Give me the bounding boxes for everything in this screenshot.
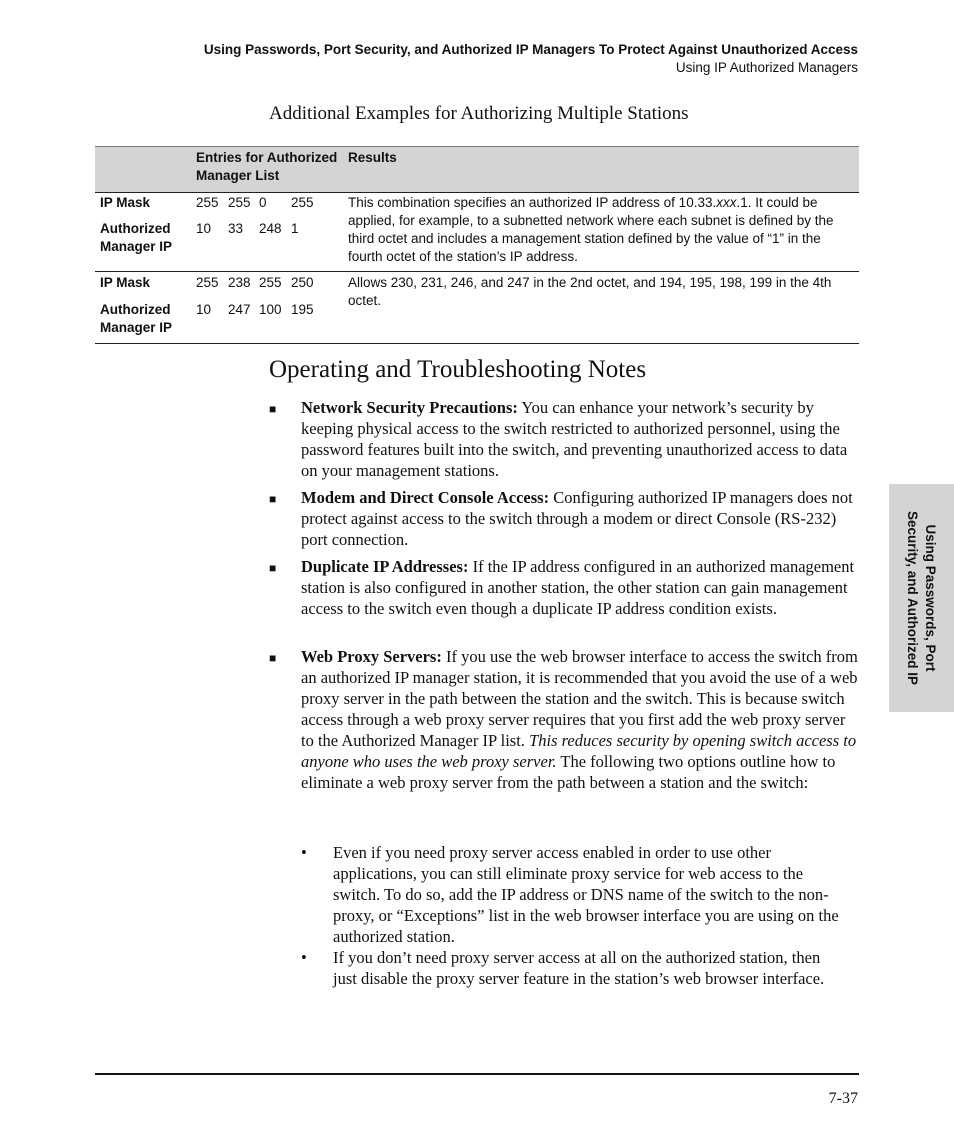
round-bullet-icon: • (301, 948, 307, 967)
section-title: Additional Examples for Authorizing Multiple Stations (269, 103, 689, 124)
bullet-italic-text: This reduces security by opening switch access to anyone who uses the web proxy server. (301, 731, 857, 771)
mask-octet: 255 (228, 195, 251, 210)
round-bullet-icon: • (301, 843, 307, 862)
table-header (95, 146, 859, 193)
examples-table (95, 146, 859, 344)
bullet-lead: Modem and Direct Console Access: (301, 488, 550, 507)
ip-label: Authorized Manager IP (100, 221, 173, 254)
mask-label: IP Mask (100, 195, 151, 210)
bullet-item (269, 397, 859, 481)
square-bullet-icon: ■ (269, 492, 277, 506)
header-section-title: Using IP Authorized Managers (675, 60, 858, 75)
bullet-lead: Duplicate IP Addresses: (301, 557, 469, 576)
result-text (348, 194, 858, 266)
side-tab-line: Using Passwords, Port (923, 524, 938, 672)
ip-octet: 100 (259, 302, 282, 317)
sub-bullet-text: Even if you need proxy server access enabled in order to use other applications, you can still eliminate proxy service for web access to the switch. To do so, add the IP address or DNS name of the switch to the non-proxy, or “Exceptions” list in the web browser interface you are using on the authorized station. (333, 843, 839, 946)
mask-octet: 255 (259, 275, 282, 290)
bullet-lead: Web Proxy Servers: (301, 647, 442, 666)
bullet-text: Configuring authorized IP managers does not protect against access to the switch through a modem or direct Console (RS-232) port connection. (301, 488, 853, 549)
ip-octet: 10 (196, 221, 212, 236)
bullet-text: You can enhance your network’s security by keeping physical access to the switch restricted to authorized personnel, using the password features built into the switch, and preventing unauthorized access to data on your management stations. (301, 398, 848, 480)
ip-label: Authorized Manager IP (100, 302, 173, 335)
ip-octet: 10 (196, 302, 212, 317)
ip-octet: 248 (259, 221, 282, 236)
bullet-item (269, 556, 859, 619)
col-header-results: Results (348, 150, 397, 165)
mask-octet: 0 (259, 195, 267, 210)
square-bullet-icon: ■ (269, 402, 277, 416)
sub-bullet-text: If you don’t need proxy server access at all on the authorized station, then just disable the proxy server feature in the station’s web browser interface. (333, 948, 825, 988)
table-row (95, 193, 859, 272)
header-chapter-title: Using Passwords, Port Security, and Authorized IP Managers To Protect Against Unauthorized Access (203, 42, 858, 57)
result-text-a: This combination specifies an authorized IP address of 10.33. (348, 195, 717, 210)
result-text-wildcard: xxx (716, 195, 737, 210)
square-bullet-icon: ■ (269, 561, 277, 575)
ip-octet: 195 (291, 302, 314, 317)
ip-octet: 1 (291, 221, 299, 236)
bullet-text: If you use the web browser interface to access the switch from an authorized IP manager station, it is recommended that you avoid the use of a web proxy server in the path between the station and the switch. This is because switch access through a web proxy server requires that you first add the web proxy server to the Authorized Manager IP list. (301, 647, 858, 750)
mask-octet: 250 (291, 275, 314, 290)
bullet-tail-text: The following two options outline how to eliminate a web proxy server from the path between a station and the switch: (301, 752, 836, 792)
result-text-c: .1. It could be applied, for example, to a subnetted network where each subnet is defined by the third octet and includes a management station defined by the value of “1” in the fourth octet of the station’s IP address. (348, 195, 834, 264)
mask-octet: 238 (228, 275, 251, 290)
ip-octet: 247 (228, 302, 251, 317)
bullet-item (269, 646, 859, 793)
mask-octet: 255 (196, 275, 219, 290)
side-tab-line: Security, and Authorized IP (905, 510, 920, 686)
table-row (95, 272, 859, 344)
notes-title: Operating and Troubleshooting Notes (269, 356, 647, 383)
bullet-item (269, 487, 859, 550)
col-header-entries: Entries for Authorized Manager List (196, 150, 338, 183)
mask-octet: 255 (291, 195, 314, 210)
mask-label: IP Mask (100, 275, 151, 290)
ip-octet: 33 (228, 221, 244, 236)
footer-rule (95, 1073, 859, 1075)
sub-bullet-item (301, 947, 841, 989)
mask-octet: 255 (196, 195, 219, 210)
sub-bullet-item (301, 842, 841, 947)
running-header (204, 41, 858, 77)
side-tab-label (903, 511, 939, 685)
page-number: 7-37 (828, 1090, 858, 1107)
bullet-text: If the IP address configured in an authorized management station is also configured in another station, the other station can gain management access to the switch even though a duplicate IP address condition exists. (301, 557, 855, 618)
square-bullet-icon: ■ (269, 651, 277, 665)
result-text: Allows 230, 231, 246, and 247 in the 2nd octet, and 194, 195, 198, 199 in the 4th octet. (348, 275, 832, 308)
bullet-lead: Network Security Precautions: (301, 398, 518, 417)
